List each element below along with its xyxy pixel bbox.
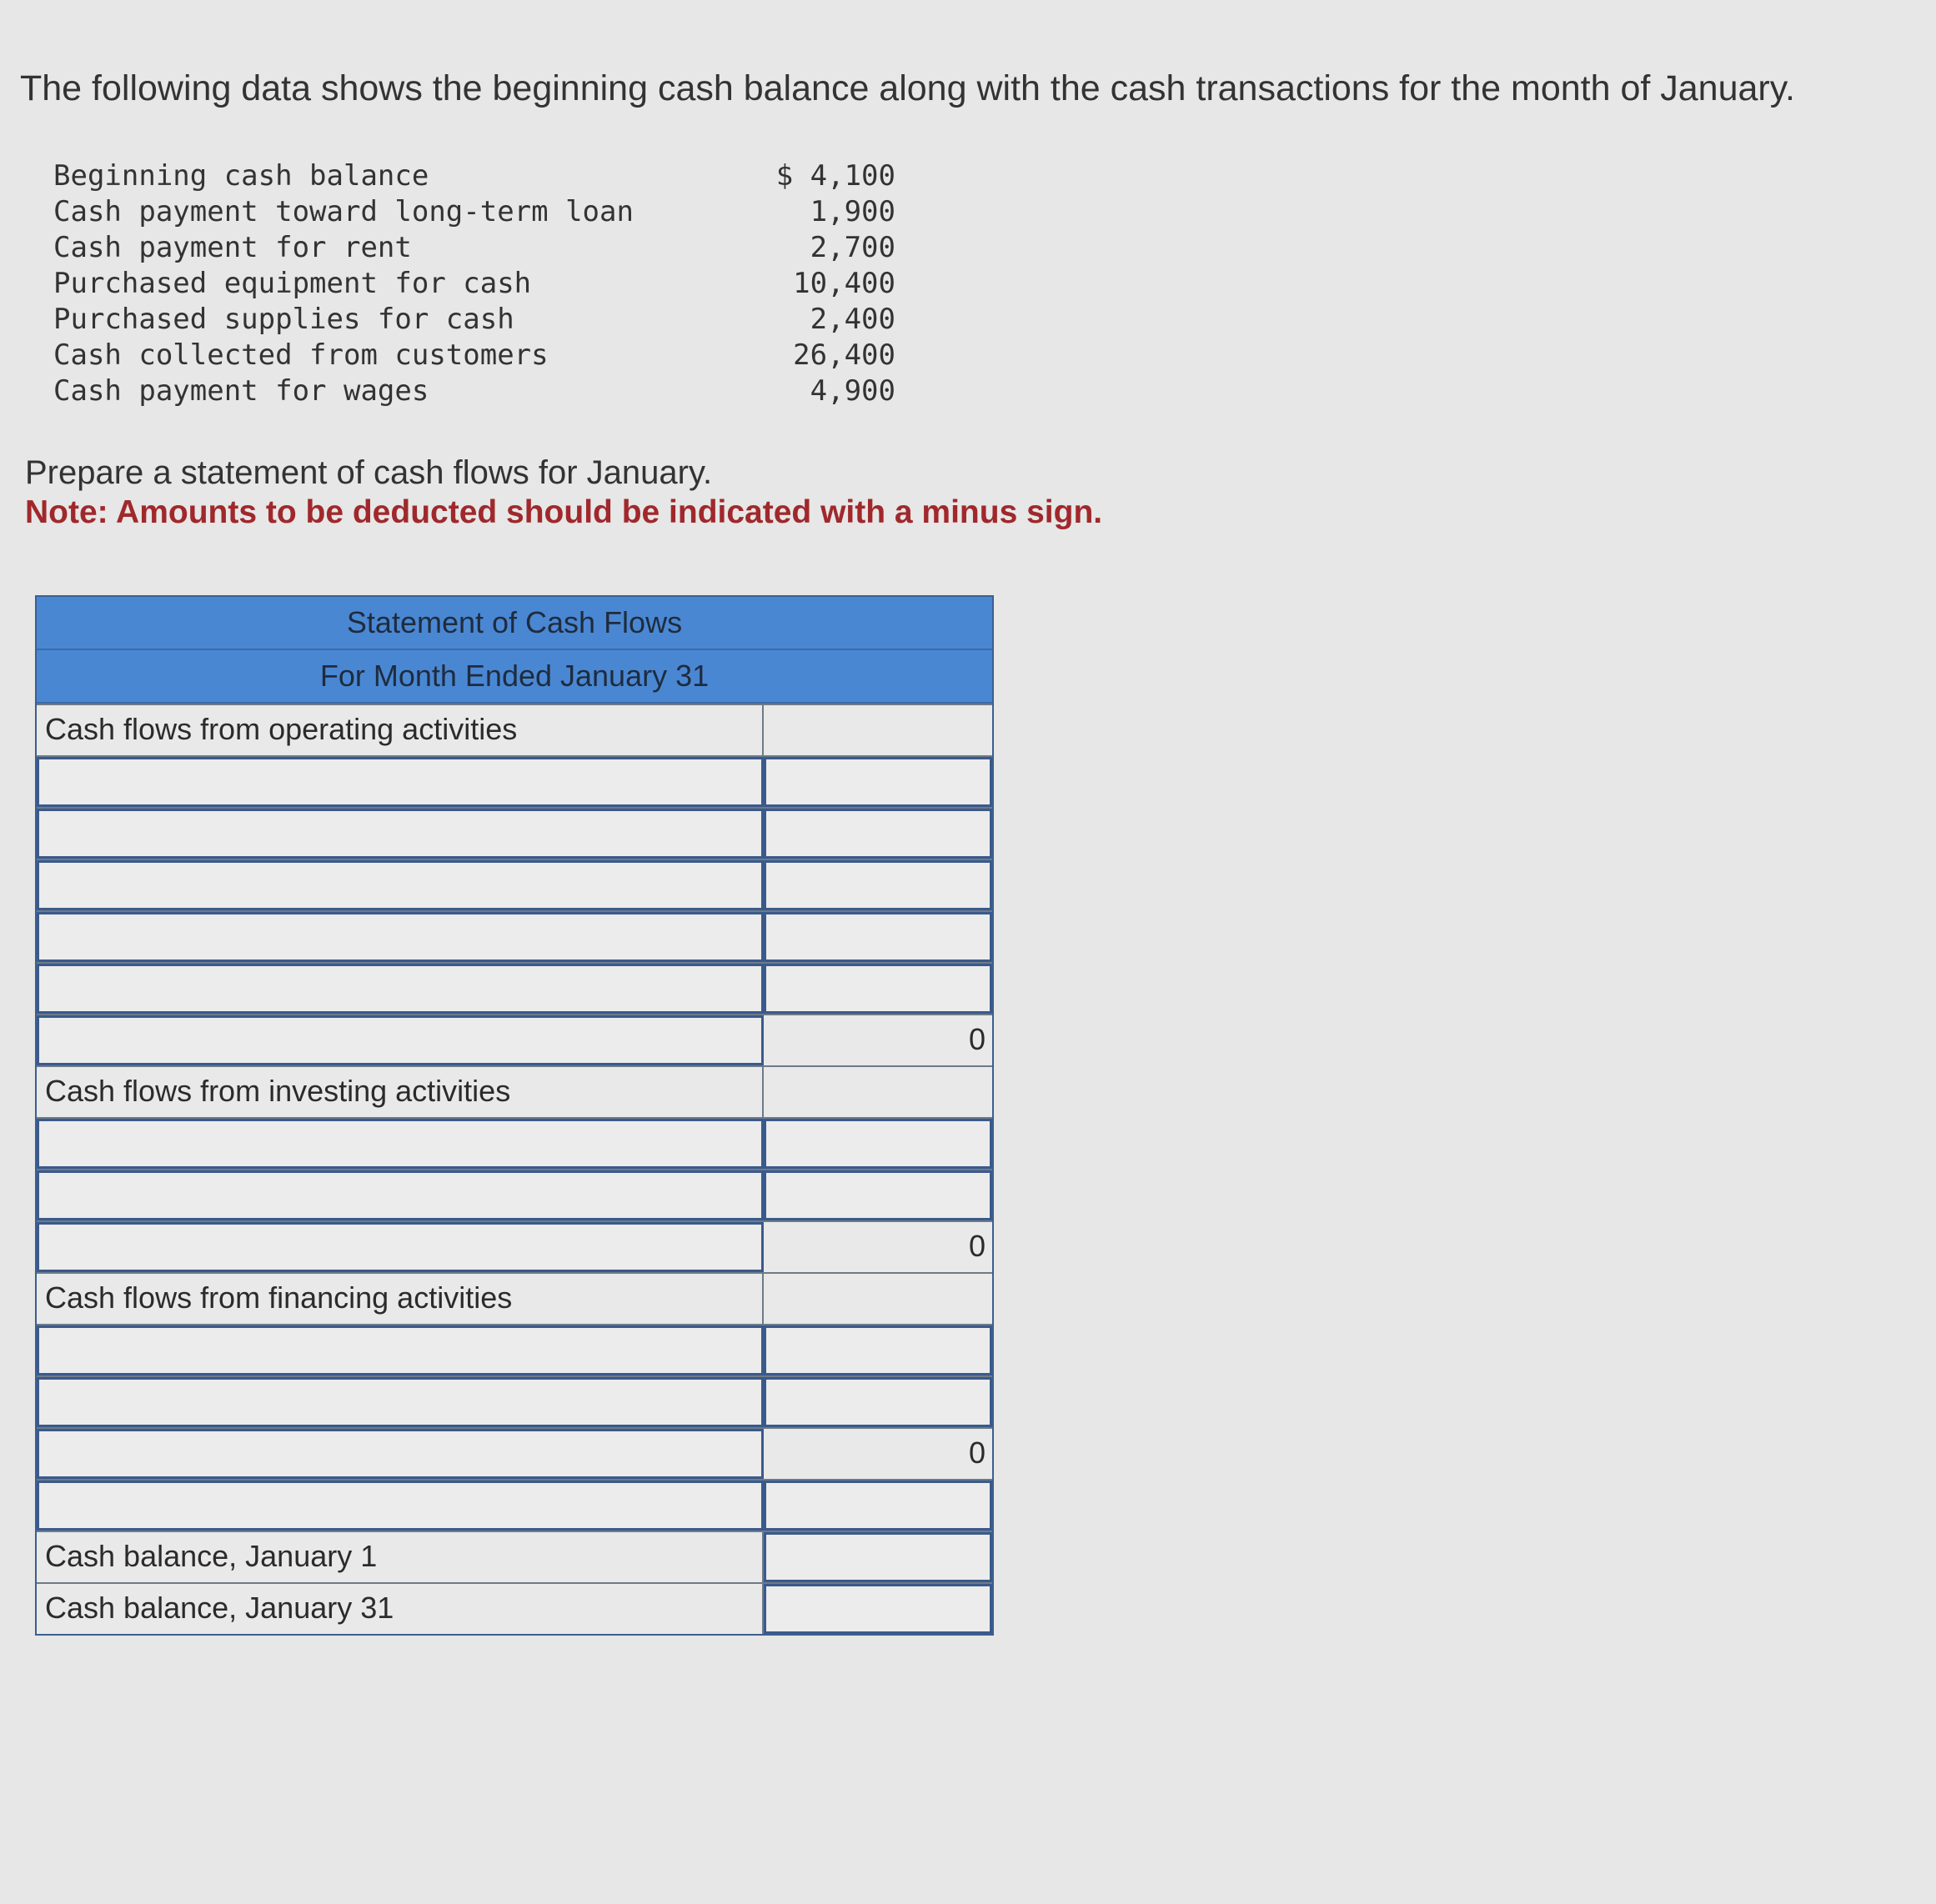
data-amount: 4,900	[810, 374, 895, 408]
operating-entry-row	[37, 755, 992, 807]
cash-flow-statement	[35, 595, 994, 1636]
operating-description-input[interactable]	[37, 912, 764, 962]
investing-entry-row	[37, 1169, 992, 1220]
financing-total-value: 0	[968, 1436, 986, 1470]
investing-amount-input[interactable]	[764, 1170, 992, 1220]
investing-total-value: 0	[968, 1229, 986, 1263]
balance-jan1-input[interactable]	[764, 1532, 992, 1582]
financing-total-row	[37, 1427, 992, 1479]
operating-total-row	[37, 1014, 992, 1065]
empty-cell	[764, 1067, 992, 1117]
balance-jan31-row	[37, 1582, 992, 1634]
data-amount: 10,400	[793, 267, 895, 300]
operating-entry-row	[37, 910, 992, 962]
operating-description-input[interactable]	[37, 964, 764, 1014]
problem-intro: The following data shows the beginning cash balance along with the cash transactions for the month of January.	[20, 68, 1796, 108]
operating-entry-row	[37, 807, 992, 859]
section-header-row	[37, 704, 992, 755]
operating-amount-input[interactable]	[764, 757, 992, 807]
data-amount: 1,900	[810, 195, 895, 228]
operating-amount-input[interactable]	[764, 964, 992, 1014]
empty-cell	[764, 1274, 992, 1324]
data-label: Cash payment for wages	[53, 374, 429, 408]
section-header-row	[37, 1065, 992, 1117]
statement-title: Statement of Cash Flows	[37, 597, 992, 650]
balance-jan1-row	[37, 1531, 992, 1582]
operating-amount-input[interactable]	[764, 809, 992, 859]
investing-amount-input[interactable]	[764, 1119, 992, 1169]
net-change-description-input[interactable]	[37, 1481, 764, 1531]
financing-amount-input[interactable]	[764, 1325, 992, 1375]
investing-description-input[interactable]	[37, 1119, 764, 1169]
balance-jan31-label: Cash balance, January 31	[37, 1584, 764, 1634]
statement-period: For Month Ended January 31	[37, 650, 992, 704]
data-label: Purchased supplies for cash	[53, 303, 514, 336]
data-row	[53, 158, 895, 194]
operating-description-input[interactable]	[37, 757, 764, 807]
data-row	[53, 338, 895, 373]
empty-cell	[764, 705, 992, 755]
data-amount: 26,400	[793, 338, 895, 372]
operating-total-description-input[interactable]	[37, 1015, 764, 1065]
net-change-amount-input[interactable]	[764, 1481, 992, 1531]
data-row	[53, 266, 895, 302]
data-row	[53, 194, 895, 230]
financing-description-input[interactable]	[37, 1325, 764, 1375]
operating-total-value: 0	[968, 1022, 986, 1056]
operating-amount-input[interactable]	[764, 912, 992, 962]
data-label: Cash payment toward long-term loan	[53, 195, 634, 228]
financing-total-description-input[interactable]	[37, 1429, 764, 1479]
transaction-data-list	[53, 158, 895, 409]
data-label: Beginning cash balance	[53, 159, 429, 193]
operating-description-input[interactable]	[37, 809, 764, 859]
investing-entry-row	[37, 1117, 992, 1169]
balance-jan31-input[interactable]	[764, 1584, 992, 1634]
operating-entry-row	[37, 859, 992, 910]
instruction-text: Prepare a statement of cash flows for January.	[25, 454, 713, 491]
investing-total-row	[37, 1220, 992, 1272]
financing-description-input[interactable]	[37, 1377, 764, 1427]
investing-description-input[interactable]	[37, 1170, 764, 1220]
section-header-row	[37, 1272, 992, 1324]
data-label: Purchased equipment for cash	[53, 267, 532, 300]
data-label: Cash payment for rent	[53, 231, 412, 264]
data-row	[53, 302, 895, 338]
data-amount: 2,700	[810, 231, 895, 264]
operating-description-input[interactable]	[37, 860, 764, 910]
data-label: Cash collected from customers	[53, 338, 549, 372]
note-text: Note: Amounts to be deducted should be indicated with a minus sign.	[25, 494, 1103, 530]
financing-amount-input[interactable]	[764, 1377, 992, 1427]
data-row	[53, 373, 895, 409]
balance-jan1-label: Cash balance, January 1	[37, 1532, 764, 1582]
investing-label: Cash flows from investing activities	[37, 1067, 764, 1117]
financing-label: Cash flows from financing activities	[37, 1274, 764, 1324]
net-change-row	[37, 1479, 992, 1531]
data-row	[53, 230, 895, 266]
operating-amount-input[interactable]	[764, 860, 992, 910]
financing-entry-row	[37, 1375, 992, 1427]
operating-entry-row	[37, 962, 992, 1014]
data-amount: 2,400	[810, 303, 895, 336]
operating-label: Cash flows from operating activities	[37, 705, 764, 755]
data-amount: $ 4,100	[775, 159, 895, 193]
financing-entry-row	[37, 1324, 992, 1375]
investing-total-description-input[interactable]	[37, 1222, 764, 1272]
